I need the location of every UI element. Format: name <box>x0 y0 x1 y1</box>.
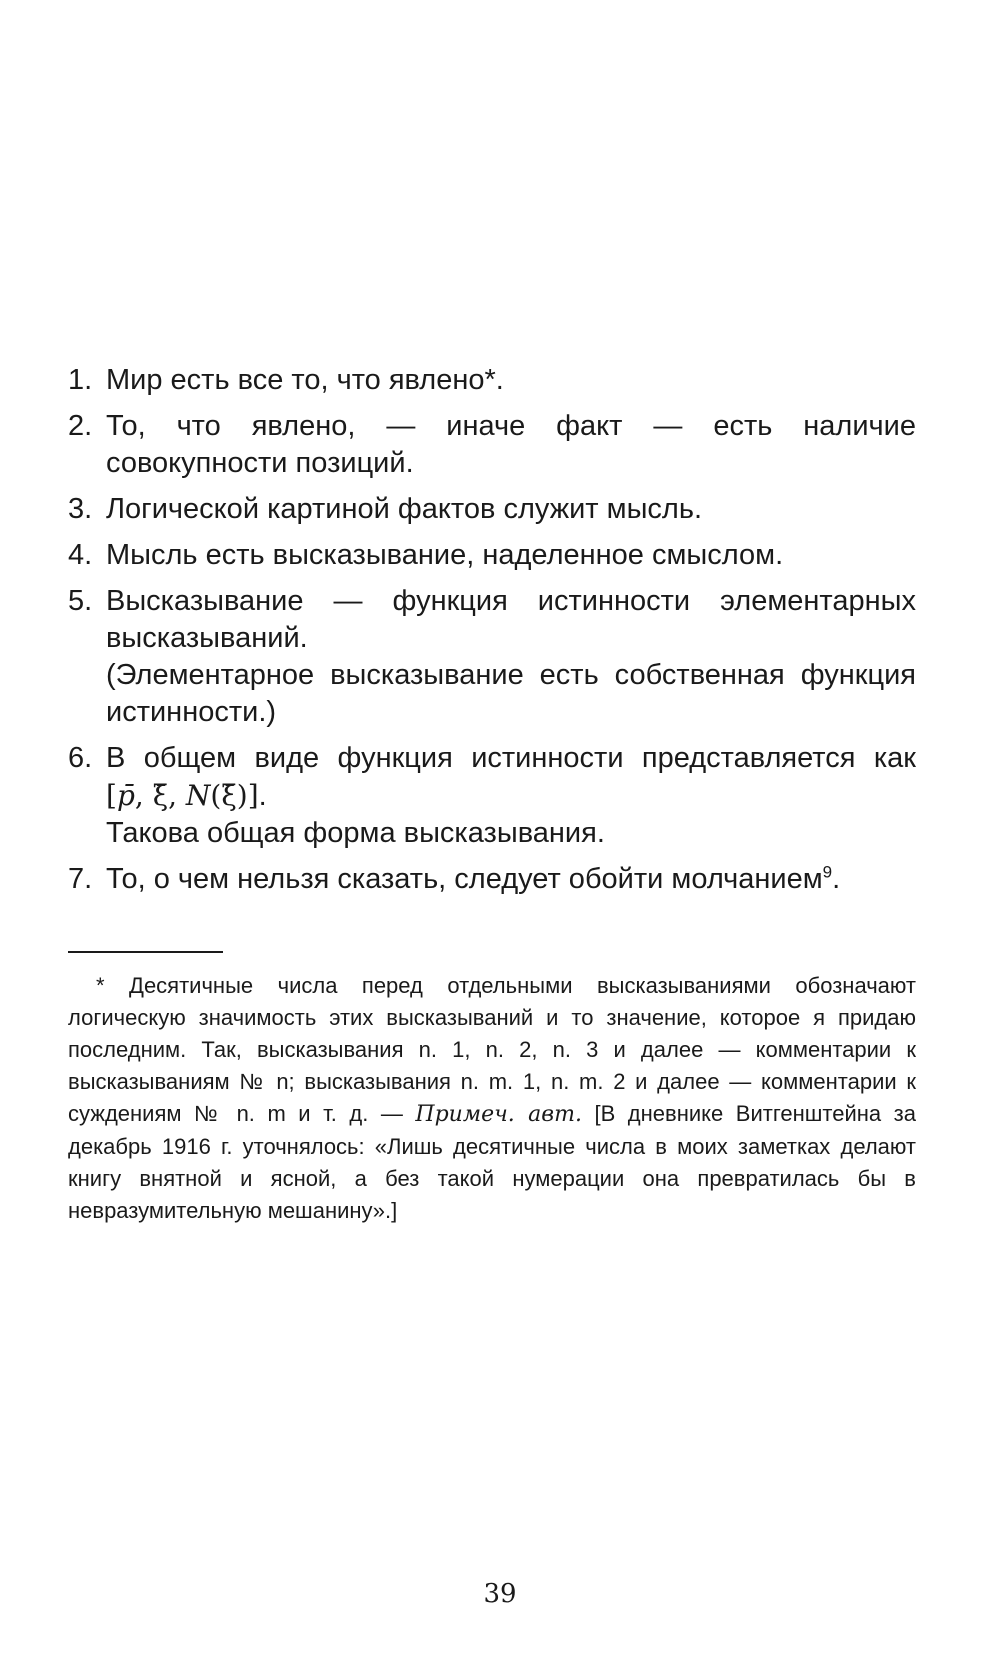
thesis-5 <box>68 583 916 731</box>
formula-n-argument: (ξ̄) <box>210 779 248 812</box>
thesis-body <box>106 740 916 852</box>
thesis-text-with-formula <box>106 740 916 815</box>
footnote-divider <box>68 951 223 953</box>
thesis-text: Высказывание — функция истинности элементарных высказываний. <box>106 585 916 654</box>
formula-separator: , <box>134 779 153 812</box>
thesis-2 <box>68 408 916 482</box>
thesis-6 <box>68 740 916 852</box>
thesis-note: (Элементарное высказывание есть собственная функция истинности.) <box>106 659 916 728</box>
thesis-number: 3. <box>68 493 93 525</box>
thesis-3 <box>68 491 916 528</box>
formula-open-bracket: [ <box>106 779 117 812</box>
formula-separator: , <box>168 779 186 812</box>
thesis-text: В общем виде функция истинности представляется как <box>106 742 916 774</box>
thesis-body <box>106 362 916 399</box>
thesis-text: Мир есть все то, что явлено*. <box>106 364 504 396</box>
thesis-body <box>106 408 916 482</box>
thesis-period: . <box>832 863 841 895</box>
thesis-text: То, о чем нельзя сказать, следует обойти молчанием <box>106 863 823 895</box>
thesis-text: Мысль есть высказывание, наделенное смыслом. <box>106 539 784 571</box>
thesis-text: То, что явлено, — иначе факт — есть наличие совокупности позиций. <box>106 410 916 479</box>
thesis-text-with-ref <box>106 861 916 898</box>
page-number: 39 <box>483 1579 517 1609</box>
formula-period: . <box>258 780 267 812</box>
formula-p-bar: p̄ <box>116 779 135 812</box>
formula-xi-bar: ξ̄ <box>152 779 169 812</box>
thesis-body <box>106 583 916 731</box>
footnote <box>68 970 916 1227</box>
thesis-number: 6. <box>68 742 93 774</box>
thesis-number: 4. <box>68 539 93 571</box>
formula-close-bracket: ] <box>247 779 259 812</box>
thesis-body <box>106 861 916 898</box>
footnote-reference[interactable]: 9 <box>822 862 833 882</box>
thesis-4 <box>68 537 916 574</box>
footnote-author-note: Примеч. авт. <box>415 1102 582 1127</box>
footnote-text: * Десятичные числа перед отдельными высказываниями обозначают логическую значимость этих высказываний и то значение, которое я придаю последним. Так, высказывания n. 1, n. 2, n. 3 и далее — комментарии к высказываниям № n; высказывания n. m. 1, n. m. 2 и далее — комментарии к суждениям № n. m и т. д. — <box>68 973 916 1126</box>
formula-n-operator: N <box>185 779 211 812</box>
thesis-number: 1. <box>68 364 93 396</box>
thesis-number: 5. <box>68 585 93 617</box>
thesis-number: 7. <box>68 863 93 895</box>
thesis-number: 2. <box>68 410 93 442</box>
thesis-body <box>106 491 916 528</box>
thesis-text: Логической картиной фактов служит мысль. <box>106 493 703 525</box>
theses-list <box>68 362 916 907</box>
thesis-7 <box>68 861 916 898</box>
thesis-1 <box>68 362 916 399</box>
thesis-note: Такова общая форма высказывания. <box>106 817 605 849</box>
footnote-editor-comment: [В дневнике Витгенштейна за декабрь 1916 г. уточнялось: «Лишь десятичные числа в моих заметках делают книгу внятной и ясной, а без такой нумерации она превратилась бы в невразумительную мешанину».] <box>68 1101 916 1223</box>
truth-function-formula <box>106 779 259 812</box>
thesis-body <box>106 537 916 574</box>
